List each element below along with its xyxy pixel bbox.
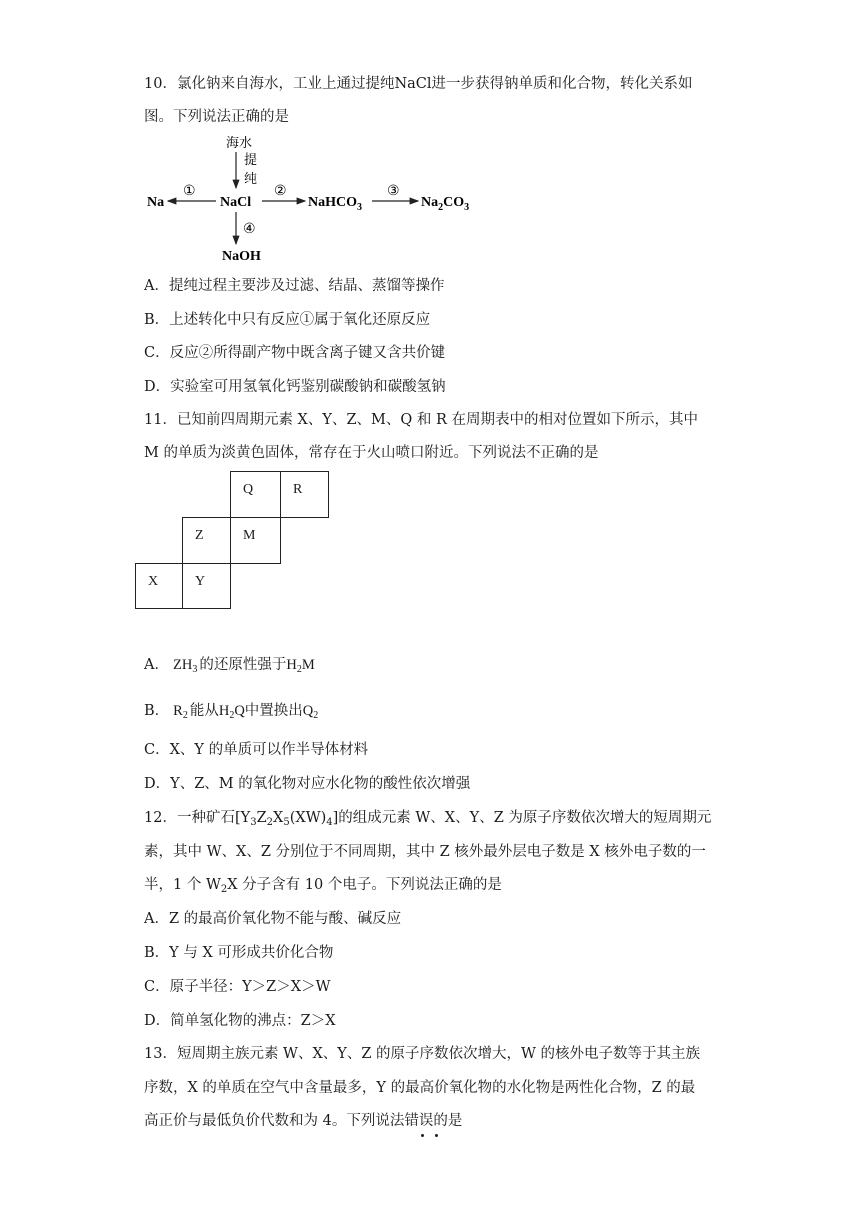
diagram-down-product: NaOH [222,249,261,264]
q11-option-d: D．Y、Z、M 的氧化物对应水化物的酸性依次增强 [144,776,471,792]
diagram-left-product: Na [147,195,165,210]
cell-r: R [280,471,329,518]
q12-stem-line2: 素，其中 W、X、Z 分别位于不同周期，其中 Z 核外最外层电子数是 X 核外电子数的一 [144,844,706,860]
diagram-step4: ④ [243,222,256,237]
diagram-right-product-2: $Na_2CO_3$ [421,195,470,213]
q10-option-c: C．反应②所得副产物中既含离子键又含共价键 [144,345,446,361]
emphasis-dot-1 [421,1134,424,1137]
q10-option-a: A．提纯过程主要涉及过滤、结晶、蒸馏等操作 [144,278,445,294]
q10-stem-line1: 10．氯化钠来自海水，工业上通过提纯NaCl进一步获得钠单质和化合物，转化关系如 [144,76,693,92]
cell-z: Z [182,517,231,564]
diagram-step3: ③ [387,184,400,199]
diagram-step2: ② [274,184,287,199]
diagram-purify-1: 提 [244,152,258,167]
q10-option-b: B．上述转化中只有反应①属于氧化还原反应 [144,312,431,328]
q12-option-b: B．Y 与 X 可形成共价化合物 [144,945,334,961]
q11-stem-line1: 11．已知前四周期元素 X、Y、Z、M、Q 和 R 在周期表中的相对位置如下所示，其中 [144,412,699,428]
q12-option-c: C．原子半径：Y＞Z＞X＞W [144,979,331,995]
q12-stem-line1: 12．一种矿石$[Y_3Z_2X_5(XW)_4]$的组成元素 W、X、Y、Z 为原子序数依次增大的短周期元 [144,810,712,828]
q10-option-d: D．实验室可用氢氧化钙鉴别碳酸钠和碳酸氢钠 [144,379,446,395]
diagram-right-product-1: NaHCO$_3$ [308,195,362,213]
cell-x: X [135,563,183,609]
diagram-center: NaCl [220,195,252,210]
nacl-conversion-diagram [0,0,860,280]
cell-m: M [230,517,281,564]
diagram-purify-2: 纯 [244,171,258,186]
diagram-step1: ① [183,184,196,199]
q13-stem-line3: 高正价与最低负价代数和为 4。下列说法错误的是 [144,1113,463,1129]
q13-stem-line1: 13．短周期主族元素 W、X、Y、Z 的原子序数依次增大，W 的核外电子数等于其主族 [144,1046,701,1062]
cell-q: Q [230,471,281,518]
q11-stem-line2: M 的单质为淡黄色固体，常存在于火山喷口附近。下列说法不正确的是 [144,445,599,461]
cell-y: Y [182,563,231,609]
q12-option-a: A．Z 的最高价氧化物不能与酸、碱反应 [144,911,402,927]
q13-stem-line2: 序数，X 的单质在空气中含量最多，Y 的最高价氧化物的水化物是两性化合物，Z 的最 [144,1080,696,1096]
q11-option-b: B． $R_2$ 能从$H_2Q$中置换出$Q_2$ [144,703,319,721]
q11-option-a: A． $ZH_3$ 的还原性强于$H_2M$ [144,657,315,675]
diagram-source: 海水 [226,135,253,150]
q11-option-c: C．X、Y 的单质可以作半导体材料 [144,742,369,758]
emphasis-dot-2 [435,1134,438,1137]
q10-stem-line2: 图。下列说法正确的是 [144,109,289,125]
q12-stem-line3: 半，1 个 $W_2X$ 分子含有 10 个电子。下列说法正确的是 [144,877,502,895]
q12-option-d: D．简单氢化物的沸点：Z＞X [144,1013,336,1029]
